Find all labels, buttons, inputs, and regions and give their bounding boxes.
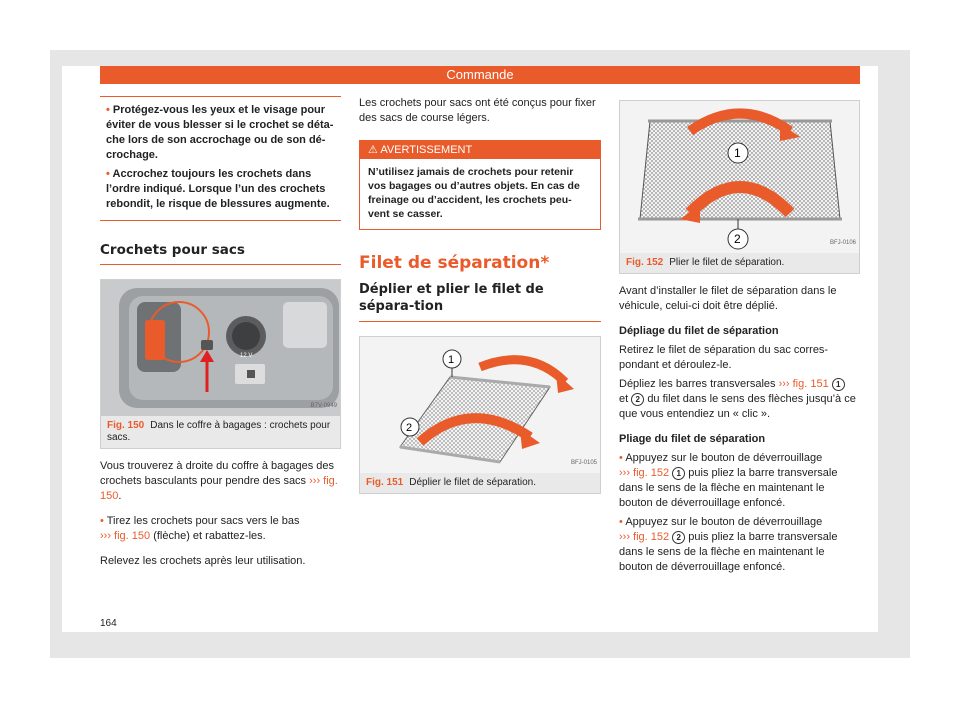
text: Tirez les crochets pour sacs vers le bas [106,515,300,527]
bullet-item [106,103,335,163]
figure-152 [619,100,860,274]
callout-1: 1 [448,354,455,366]
figure-label: Fig. 150 [107,420,145,431]
figure-label: Fig. 151 [366,477,404,488]
figure-caption [360,473,600,493]
callout-number: 1 [672,467,685,480]
bullet-dot: • [619,516,623,528]
callout-2: 2 [406,422,413,434]
paragraph-heading: Dépliage du filet de séparation [619,325,779,337]
text: Appuyez sur le bouton de déverrouillage [625,516,823,528]
text: et [619,393,629,405]
callout-number: 2 [631,393,644,406]
section-header: Commande [100,66,860,84]
column-left [100,96,341,569]
net-fold-illustration [620,101,859,253]
caption-text: Déplier le filet de séparation. [409,477,536,488]
paragraph-heading: Pliage du filet de séparation [619,433,766,445]
bullet-dot: • [100,515,104,527]
net-unfold-illustration [360,337,600,473]
text: Appuyez sur le bouton de déverrouillage [625,452,823,464]
paragraph: Les crochets pour sacs ont été conçus pour fixer des sacs de course légers. [359,97,596,124]
text: puis pliez la barre transversale dans le sens de la flèche en maintenant le bouton de déverrouillage enfoncé. [619,467,838,509]
bullet-item [106,167,335,212]
figure-image [620,101,859,253]
chapter-title: Filet de séparation* [359,253,550,273]
paragraph [619,377,860,422]
bullet-text: Protégez-vous les yeux et le visage pour éviter de vous blesser si le crochet se déta-che lors de son accrochage ou de son dé-crochage. [106,104,334,161]
paragraph: Retirez le filet de séparation du sac corres-pondant et déroulez-le. [619,344,829,371]
callout-number: 2 [672,531,685,544]
figure-link[interactable]: ››› fig. 150 [100,475,338,502]
text: (flèche) et rabattez-les. [150,530,266,542]
paragraph: Relevez les crochets après leur utilisation. [100,555,306,567]
bullet-text: Accrochez toujours les crochets dans l’ordre indiqué. Lorsque l’un des crochets rebondit, le risque de blessures augmente. [106,168,330,210]
paragraph: Avant d’installer le filet de séparation dans le véhicule, celui-ci doit être déplié. [619,285,837,312]
callout-1: 1 [734,146,741,160]
bullet-dot: • [106,104,110,116]
figure-image [101,280,340,416]
text: Dépliez les barres transversales [619,378,776,390]
page-number: 164 [100,618,117,629]
bullet-dot: • [619,452,623,464]
section-title: Crochets pour sacs [100,243,341,265]
callout-number: 1 [832,378,845,391]
bullet-paragraph [619,515,860,575]
callout-2: 2 [734,232,741,246]
figure-link[interactable]: ››› fig. 152 [619,531,670,543]
text: Vous trouverez à droite du coffre à bagages des crochets basculants pour pendre des sacs [100,460,335,487]
column-right [619,100,860,575]
safety-bullets [100,96,341,221]
trunk-hooks-illustration [101,280,340,416]
figure-caption [620,253,859,273]
bullet-dot: • [106,168,110,180]
bullet-paragraph [619,451,860,511]
figure-code: BFJ-0105 [570,460,597,466]
figure-code: B7V-0949 [310,403,337,409]
figure-link[interactable]: ››› fig. 150 [100,530,151,542]
figure-151 [359,336,601,494]
warning-header [360,141,600,159]
subsection-title: Déplier et plier le filet de sépara-tion [359,281,601,322]
paragraph [100,459,341,504]
figure-label: Fig. 152 [626,257,664,268]
caption-text: Plier le filet de séparation. [669,257,785,268]
socket-label: 12 V [240,353,253,359]
warning-box [359,140,601,230]
text: du filet dans le sens des flèches jusqu’à ce que vous entendiez un « clic ». [619,393,856,420]
warning-text: N’utilisez jamais de crochets pour retenir vos bagages ou d’autres objets. En cas de freinage ou d’accident, les crochets peu-vent se casser. [368,166,580,220]
warning-icon: ⚠ [368,144,378,156]
text: . [118,490,122,502]
figure-caption [101,416,340,448]
warning-title: AVERTISSEMENT [380,144,473,156]
bullet-paragraph [100,514,341,544]
figure-image [360,337,600,473]
column-middle [359,96,601,494]
text: puis pliez la barre transversale dans le sens de la flèche en maintenant le bouton de déverrouillage enfoncé. [619,531,838,573]
figure-code: BFJ-0106 [829,240,856,246]
figure-link[interactable]: ››› fig. 152 [619,467,670,479]
caption-text: Dans le coffre à bagages : crochets pour sacs. [107,420,331,443]
figure-link[interactable]: ››› fig. 151 [778,378,829,390]
figure-150 [100,279,341,449]
